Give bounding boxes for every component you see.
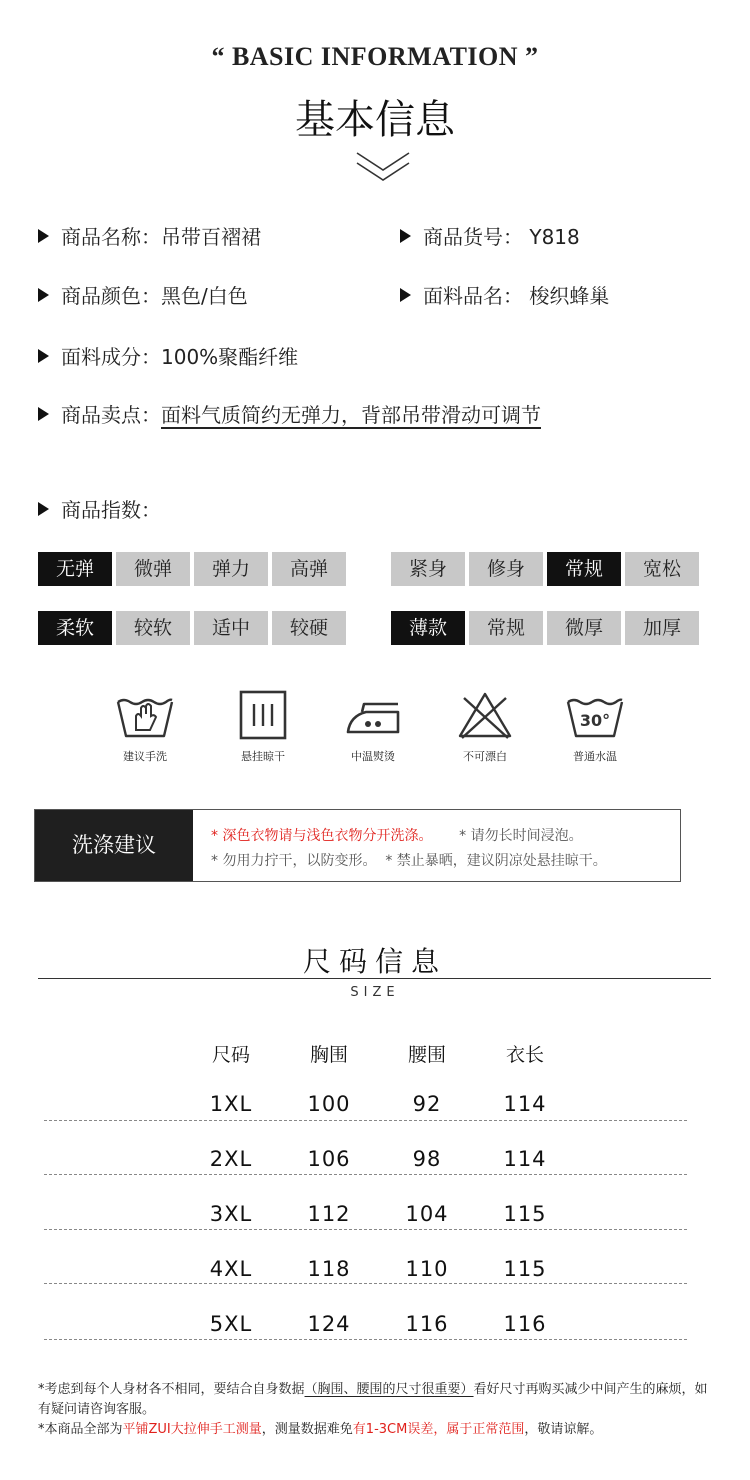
table-cell: 118 bbox=[307, 1257, 351, 1281]
index-cell: 较软 bbox=[116, 611, 190, 645]
table-cell: 124 bbox=[307, 1312, 351, 1336]
row-divider bbox=[44, 1339, 687, 1340]
index-cell: 弹力 bbox=[194, 552, 268, 586]
index-cell: 紧身 bbox=[391, 552, 465, 586]
row-divider bbox=[44, 1229, 687, 1230]
index-cell: 薄款 bbox=[391, 611, 465, 645]
table-header: 胸围 bbox=[309, 1044, 348, 1066]
row-divider bbox=[44, 1174, 687, 1175]
table-cell: 98 bbox=[412, 1147, 442, 1171]
divider bbox=[38, 978, 711, 979]
index-cell: 宽松 bbox=[625, 552, 699, 586]
index-cell: 较硬 bbox=[272, 611, 346, 645]
bullet-triangle-icon bbox=[38, 229, 49, 243]
info-selling-point: 商品卖点： 面料气质简约无弹力，背部吊带滑动可调节 bbox=[38, 399, 541, 428]
size-subtitle: SIZE bbox=[350, 985, 400, 1000]
table-cell: 116 bbox=[503, 1312, 547, 1336]
row-divider bbox=[44, 1120, 687, 1121]
table-cell: 114 bbox=[503, 1147, 547, 1171]
note-measurement-advice: *考虑到每个人身材各不相同，要结合自身数据（胸围、腰围的尺寸很重要）看好尺寸再购买减少中间产生的麻烦，如有疑问请咨询客服。 bbox=[38, 1382, 708, 1417]
selling-point-text: 面料气质简约无弹力，背部吊带滑动可调节 bbox=[161, 403, 541, 427]
iron-medium-icon bbox=[342, 690, 404, 742]
table-cell: 1XL bbox=[209, 1092, 253, 1116]
care-no-bleach: 不可漂白 bbox=[430, 690, 540, 764]
bullet-triangle-icon bbox=[400, 229, 411, 243]
info-product-color: 商品颜色：黑色/白色 bbox=[38, 280, 248, 309]
wash-line-1: * 深色衣物请与浅色衣物分开洗涤。 * 请勿长时间浸泡。 bbox=[211, 828, 583, 844]
table-cell: 100 bbox=[307, 1092, 351, 1116]
double-chevron-down-icon bbox=[355, 150, 411, 184]
table-cell: 2XL bbox=[209, 1147, 253, 1171]
wash-line-2: * 勿用力拧干，以防变形。 * 禁止暴晒，建议阴凉处悬挂晾干。 bbox=[211, 853, 607, 869]
table-cell: 104 bbox=[405, 1202, 449, 1226]
care-wash-30: 30° 普通水温 bbox=[540, 690, 650, 764]
table-header: 腰围 bbox=[407, 1044, 446, 1066]
index-cell: 修身 bbox=[469, 552, 543, 586]
table-header: 尺码 bbox=[211, 1044, 250, 1066]
hand-wash-icon bbox=[114, 690, 176, 742]
index-fit bbox=[391, 552, 699, 586]
index-thickness bbox=[391, 611, 699, 645]
table-cell: 110 bbox=[405, 1257, 449, 1281]
row-divider bbox=[44, 1283, 687, 1284]
no-bleach-icon bbox=[454, 690, 516, 742]
table-header: 衣长 bbox=[505, 1044, 544, 1066]
index-cell: 无弹 bbox=[38, 552, 112, 586]
english-title: “ BASIC INFORMATION ” bbox=[211, 42, 539, 71]
info-product-sku: 商品货号： Y818 bbox=[400, 221, 580, 250]
index-cell: 常规 bbox=[469, 611, 543, 645]
info-fabric-name: 面料品名： 梭织蜂巢 bbox=[400, 280, 609, 309]
table-cell: 4XL bbox=[209, 1257, 253, 1281]
care-iron: 中温熨烫 bbox=[318, 690, 428, 764]
note-measurement-error: *本商品全部为平铺ZUI大拉伸手工测量，测量数据难免有1-3CM误差，属于正常范围，敬请谅解。 bbox=[38, 1422, 603, 1437]
wash-30-icon bbox=[564, 690, 626, 742]
size-title: 尺码信息 bbox=[302, 945, 447, 978]
index-cell: 微弹 bbox=[116, 552, 190, 586]
care-hand-wash: 建议手洗 bbox=[90, 690, 200, 764]
wash-temperature: 30° bbox=[579, 711, 611, 730]
index-cell: 微厚 bbox=[547, 611, 621, 645]
table-cell: 3XL bbox=[209, 1202, 253, 1226]
bullet-triangle-icon bbox=[38, 349, 49, 363]
index-softness bbox=[38, 611, 346, 645]
bullet-triangle-icon bbox=[400, 288, 411, 302]
index-elasticity bbox=[38, 552, 346, 586]
chinese-title: 基本信息 bbox=[295, 97, 455, 143]
index-cell: 常规 bbox=[547, 552, 621, 586]
index-cell: 适中 bbox=[194, 611, 268, 645]
table-cell: 115 bbox=[503, 1202, 547, 1226]
bullet-triangle-icon bbox=[38, 407, 49, 421]
wash-advice-box bbox=[34, 809, 681, 882]
index-cell: 柔软 bbox=[38, 611, 112, 645]
table-cell: 116 bbox=[405, 1312, 449, 1336]
care-hang-dry: 悬挂晾干 bbox=[208, 690, 318, 764]
table-cell: 5XL bbox=[209, 1312, 253, 1336]
table-cell: 112 bbox=[307, 1202, 351, 1226]
info-index-heading: 商品指数： bbox=[38, 494, 161, 523]
bullet-triangle-icon bbox=[38, 288, 49, 302]
table-cell: 106 bbox=[307, 1147, 351, 1171]
wash-advice-title: 洗涤建议 bbox=[35, 810, 193, 881]
bullet-triangle-icon bbox=[38, 502, 49, 516]
table-cell: 115 bbox=[503, 1257, 547, 1281]
table-cell: 114 bbox=[503, 1092, 547, 1116]
table-cell: 92 bbox=[412, 1092, 442, 1116]
index-cell: 高弹 bbox=[272, 552, 346, 586]
hang-dry-icon bbox=[232, 690, 294, 742]
index-cell: 加厚 bbox=[625, 611, 699, 645]
info-product-name: 商品名称：吊带百褶裙 bbox=[38, 221, 261, 250]
info-composition: 面料成分：100%聚酯纤维 bbox=[38, 341, 298, 370]
